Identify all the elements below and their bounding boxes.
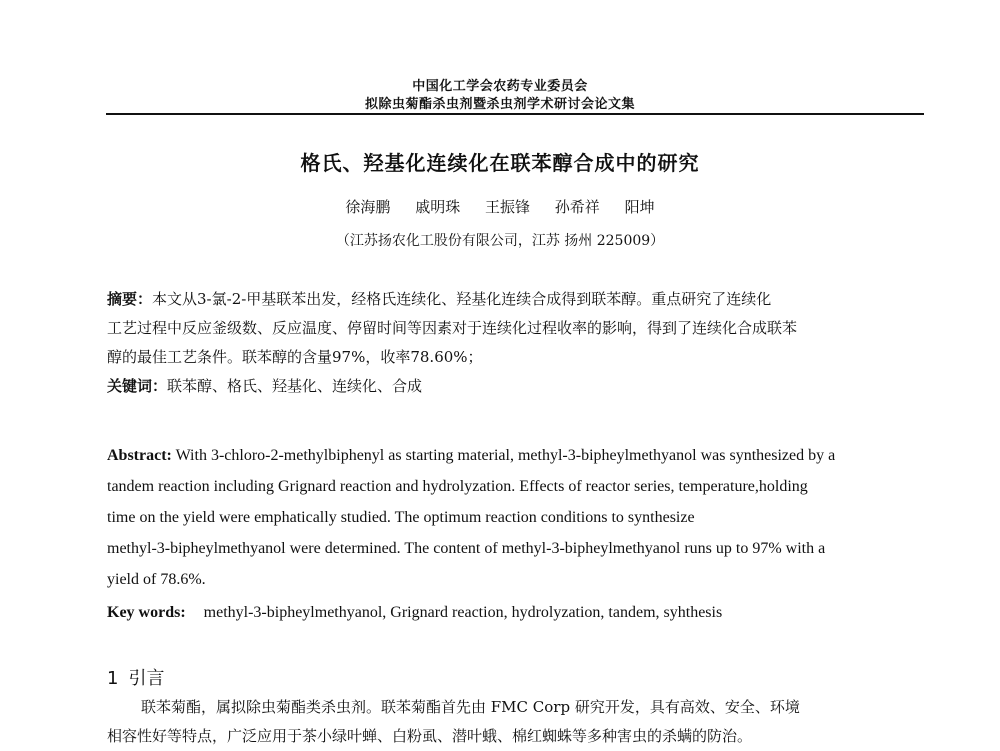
author-list — [0, 196, 1000, 217]
section-title: 引言 — [128, 668, 165, 689]
author: 孙希祥 — [554, 198, 600, 216]
keywords-cn-text: 联苯醇、格氏、羟基化、连续化、合成 — [167, 377, 423, 395]
journal-header-line-2: 拟除虫菊酯杀虫剂暨杀虫剂学术研讨会论文集 — [364, 97, 635, 112]
author: 王振锋 — [484, 198, 530, 216]
header-divider — [106, 113, 924, 115]
abstract-en-line: yield of 78.6%. — [107, 571, 206, 588]
abstract-cn — [107, 285, 923, 401]
abstract-en-line — [107, 447, 923, 465]
author: 戚明珠 — [415, 198, 461, 216]
abstract-en-line: time on the yield were emphatically studied. The optimum reaction conditions to synthesize — [107, 509, 695, 526]
journal-header-line-1: 中国化工学会农药专业委员会 — [412, 79, 588, 94]
abstract-cn-label: 摘要： — [107, 290, 153, 308]
abstract-en-label: Abstract: — [107, 447, 172, 464]
author: 阳坤 — [624, 198, 655, 216]
abstract-en-line: methyl-3-bipheylmethyanol were determined. The content of methyl-3-bipheylmethyanol runs up to 97% with a — [107, 540, 826, 557]
section-number: 1 — [107, 668, 119, 689]
keywords-en-label: Key words: — [107, 604, 186, 621]
abstract-cn-line: 本文从3-氯-2-甲基联苯出发，经格氏连续化、羟基化连续合成得到联苯醇。重点研究了连续化 — [152, 290, 772, 308]
author: 徐海鹏 — [345, 198, 391, 216]
keywords-cn-label: 关键词： — [107, 377, 168, 395]
keywords-en-text: methyl-3-bipheylmethyanol, Grignard reaction, hydrolyzation, tandem, syhthesis — [203, 604, 723, 621]
abstract-en-line: tandem reaction including Grignard reaction and hydrolyzation. Effects of reactor series, temperature,holding — [107, 478, 808, 495]
affiliation: （江苏扬农化工股份有限公司，江苏 扬州 225009） — [335, 233, 665, 249]
body-paragraph-line: 联苯菊酯，属拟除虫菊酯类杀虫剂。联苯菊酯首先由 FMC Corp 研究开发，具有高效、安全、环境 — [141, 698, 800, 716]
paper-title: 格氏、羟基化连续化在联苯醇合成中的研究 — [300, 151, 700, 175]
abstract-cn-line: 醇的最佳工艺条件。联苯醇的含量97%，收率78.60%； — [107, 348, 483, 366]
section-heading — [107, 664, 164, 690]
body-paragraph-line: 相容性好等特点，广泛应用于茶小绿叶蝉、白粉虱、潜叶蛾、棉红蜘蛛等多种害虫的杀螨的防治。 — [107, 727, 753, 745]
abstract-cn-line: 工艺过程中反应釜级数、反应温度、停留时间等因素对于连续化过程收率的影响，得到了连续化合成联苯 — [107, 319, 798, 337]
keywords-en — [107, 604, 923, 622]
abstract-en-text: With 3-chloro-2-methylbiphenyl as starting material, methyl-3-bipheylmethyanol was synthesized by a — [175, 447, 836, 464]
